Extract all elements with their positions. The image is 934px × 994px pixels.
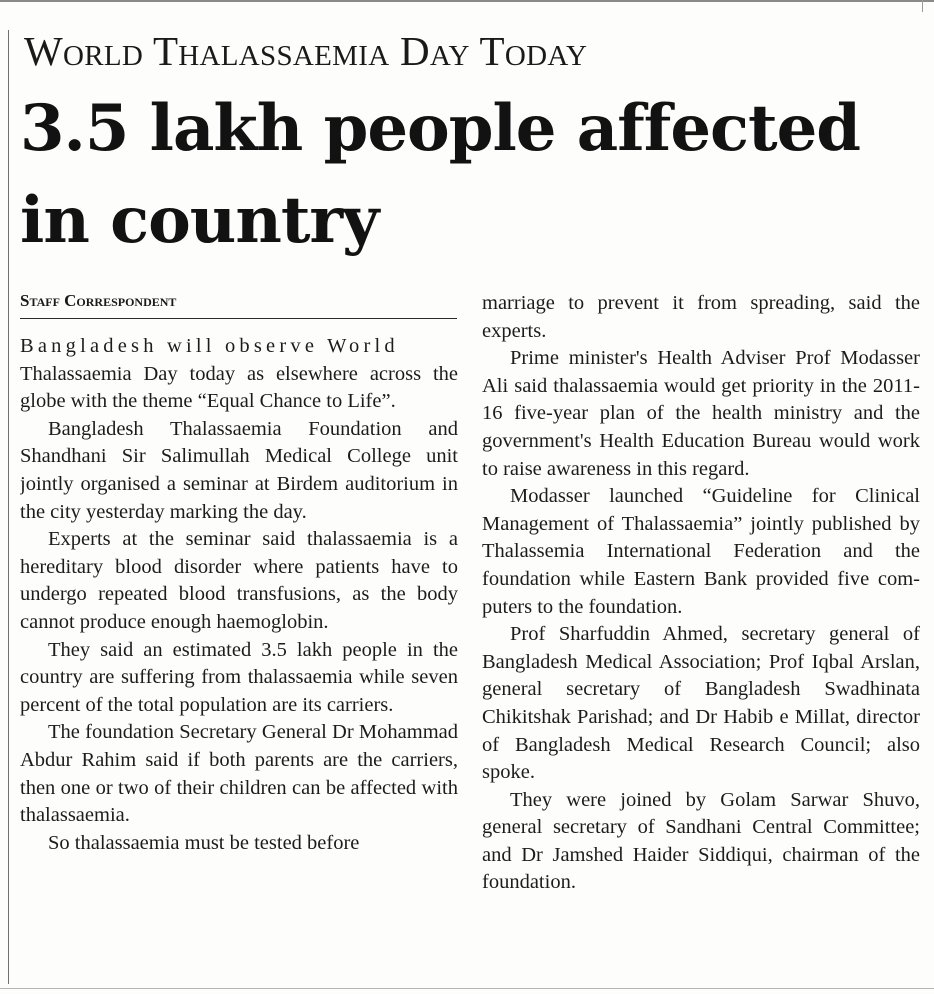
- article-headline: 3.5 lakh people affected in country: [20, 91, 861, 258]
- paragraph-2: Bangladesh Thalassaemia Foundation and Shandhani Sir Salimullah Medical College unit jointly organised a seminar at Birdem auditorium in the city yesterday marking the day.: [20, 417, 458, 523]
- article-column-1: [20, 333, 458, 983]
- paragraph-1: Thalassaemia Day today as elsewhere across the globe with the theme “Equal Chance to Life”.: [20, 362, 458, 413]
- left-column-rule: [8, 30, 9, 984]
- paragraph-7: Prime minister's Health Adviser Prof Modasser Ali said thalassaemia would get priority in the 2011-16 five-year plan of the health ministry and the government's Health Education Bureau would work to raise awareness in this regard.: [482, 347, 920, 480]
- article-kicker: World Thalassaemia Day Today: [24, 28, 588, 74]
- bottom-border-rule: [0, 988, 934, 989]
- byline-rule: [20, 318, 457, 319]
- top-border-rule: [0, 0, 934, 2]
- paragraph-4: They said an estimated 3.5 lakh people in the country are suffering from thalassaemia while seven percent of the total population are its carriers.: [20, 638, 458, 716]
- paragraph-10: They were joined by Golam Sarwar Shuvo, general secretary of Sandhani Central Committee; and Dr Jamshed Haider Siddiqui, chairman of the foundation.: [482, 788, 920, 894]
- paragraph-9: Prof Sharfuddin Ahmed, secretary general of Bangladesh Medical Association; Prof Iqbal Arslan, general secretary of Bangladesh Swadhinata Chikitshak Parishad; and Dr Habib e Millat, director of Bangladesh Medical Research Council; also spoke.: [482, 623, 920, 784]
- right-edge-tick: [922, 0, 923, 12]
- paragraph-3: Experts at the seminar said thalassaemia is a hereditary blood disorder where patients have to undergo repeated blood transfusions, as the body cannot produce enough haemoglobin.: [20, 528, 458, 633]
- paragraph-6-continued: marriage to prevent it from spreading, said the experts.: [482, 292, 920, 342]
- paragraph-5: The foundation Secretary General Dr Mohammad Abdur Rahim said if both parents are the carriers, then one or two of their children can be affected with thalassaemia.: [20, 721, 458, 827]
- paragraph-1-lead: Bangladesh will observe World: [20, 335, 399, 357]
- paragraph-8: Modasser launched “Guideline for Clinical Management of Thalassaemia” jointly published by Thalassemia International Federation and the foundation while Eastern Bank provided five computers to the foundation.: [482, 485, 920, 618]
- paragraph-6: So thalassaemia must be tested before: [48, 831, 360, 854]
- article-byline: Staff Correspondent: [20, 291, 177, 310]
- article-column-2: [482, 290, 920, 983]
